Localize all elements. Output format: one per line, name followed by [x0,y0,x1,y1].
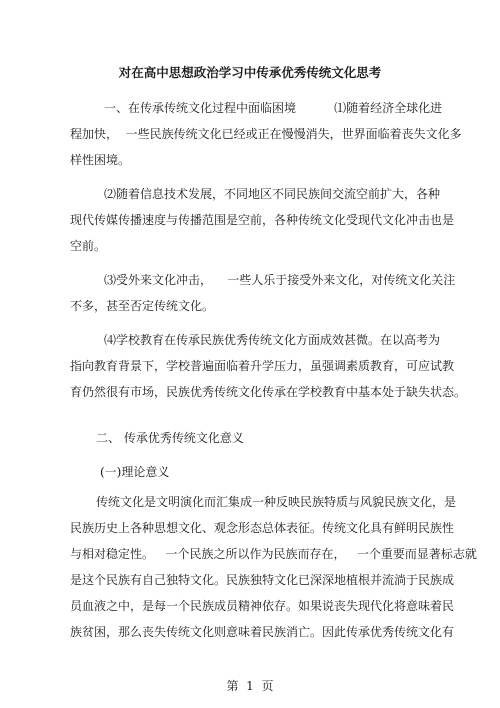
text-line: 现代传媒传播速度与传播范围是空前，各种传统文化受现代文化冲击也是 [70,213,455,227]
text-line: 指向教育背景下，学校普遍面临着升学压力，虽强调素质教育，可应试教 [70,359,455,373]
text-line: 育仍然很有市场，民族优秀传统文化传承在学校教育中基本处于缺失状态。 [70,385,467,399]
page-number: 第 1 页 [226,679,274,693]
text-line: 与相对稳定性。 一个民族之所以作为民族而存在， 一个重要而显著标志就 [70,547,477,561]
section-heading: 二、 传承优秀传统文化意义 [96,431,244,445]
subsection-heading: (一)理论意义 [100,465,170,479]
text-line: 族贫困，那么丧失传统文化则意味着民族消亡。因此传承优秀传统文化有 [70,625,455,639]
text-line: 空前。 [70,239,107,253]
text-line: 是这个民族有自己独特文化。民族独特文化已深深地植根并流淌于民族成 [70,573,455,587]
document-title: 对在高中思想政治学习中传承优秀传统文化思考 [118,65,382,80]
text-line: 民族历史上各种思想文化、观念形态总体表征。传统文化具有鲜明民族性 [70,521,455,535]
text-line: ⑷学校教育在传承民族优秀传统文化方面成效甚微。在以高考为 [104,333,441,347]
text-line: 不多，甚至否定传统文化。 [70,299,215,313]
text-line: 程加快， 一些民族传统文化已经或正在慢慢消失，世界面临着丧失文化多 [70,127,462,141]
text-line: 传统文化是文明演化而汇集成一种反映民族特质与风貌民族文化，是 [96,495,457,509]
text-line: ⑵随着信息技术发展，不同地区不同民族间交流空前扩大，各种 [104,187,441,201]
text-line: ⑶受外来文化冲击， 一些人乐于接受外来文化，对传统文化关注 [104,273,456,287]
text-line: 员血液之中，是每一个民族成员精神依存。如果说丧失现代化将意味着民 [70,599,455,613]
text-line: 一、在传承传统文化过程中面临困境 ⑴随着经济全球化进 [104,101,443,115]
text-line: 样性困境。 [70,153,131,167]
